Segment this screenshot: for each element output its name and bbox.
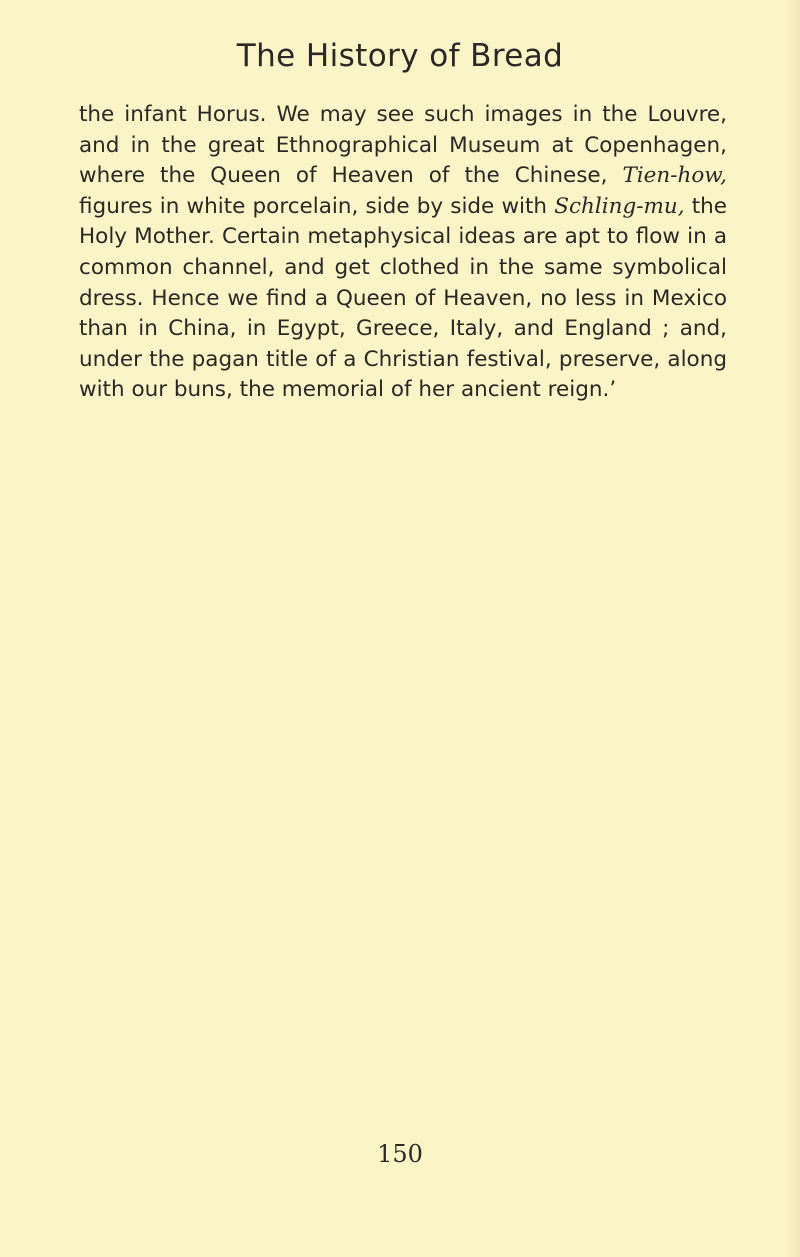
italic-term-tien-how: Tien-how,: [622, 163, 727, 189]
paragraph-text-1: the infant Horus. We may see such images in the Louvre, and in the great Ethnographical Museum at Copenhagen, where the Queen of Heaven of the Chinese,: [79, 102, 727, 189]
paragraph-text-2: figures in white porcelain, side by side with: [79, 193, 555, 219]
page-number: 150: [377, 1140, 423, 1168]
paragraph-text-3: the Holy Mother. Certain metaphysical ideas are apt to flow in a common channel, and get clothed in the same symbolical dress. Hence we find a Queen of Heaven, no less in Mexico than in China, in Egypt, Greece, Italy, and England ; and, under the pagan title of a Christian festival, preserve, along with our buns, the memorial of her ancient reign.’: [79, 193, 727, 403]
running-head: The History of Bread: [236, 38, 564, 74]
italic-term-schling-mu: Schling-mu,: [554, 193, 685, 219]
body-text: [79, 100, 727, 406]
paragraph: [79, 100, 727, 406]
page-edge-shadow: [786, 0, 800, 1257]
